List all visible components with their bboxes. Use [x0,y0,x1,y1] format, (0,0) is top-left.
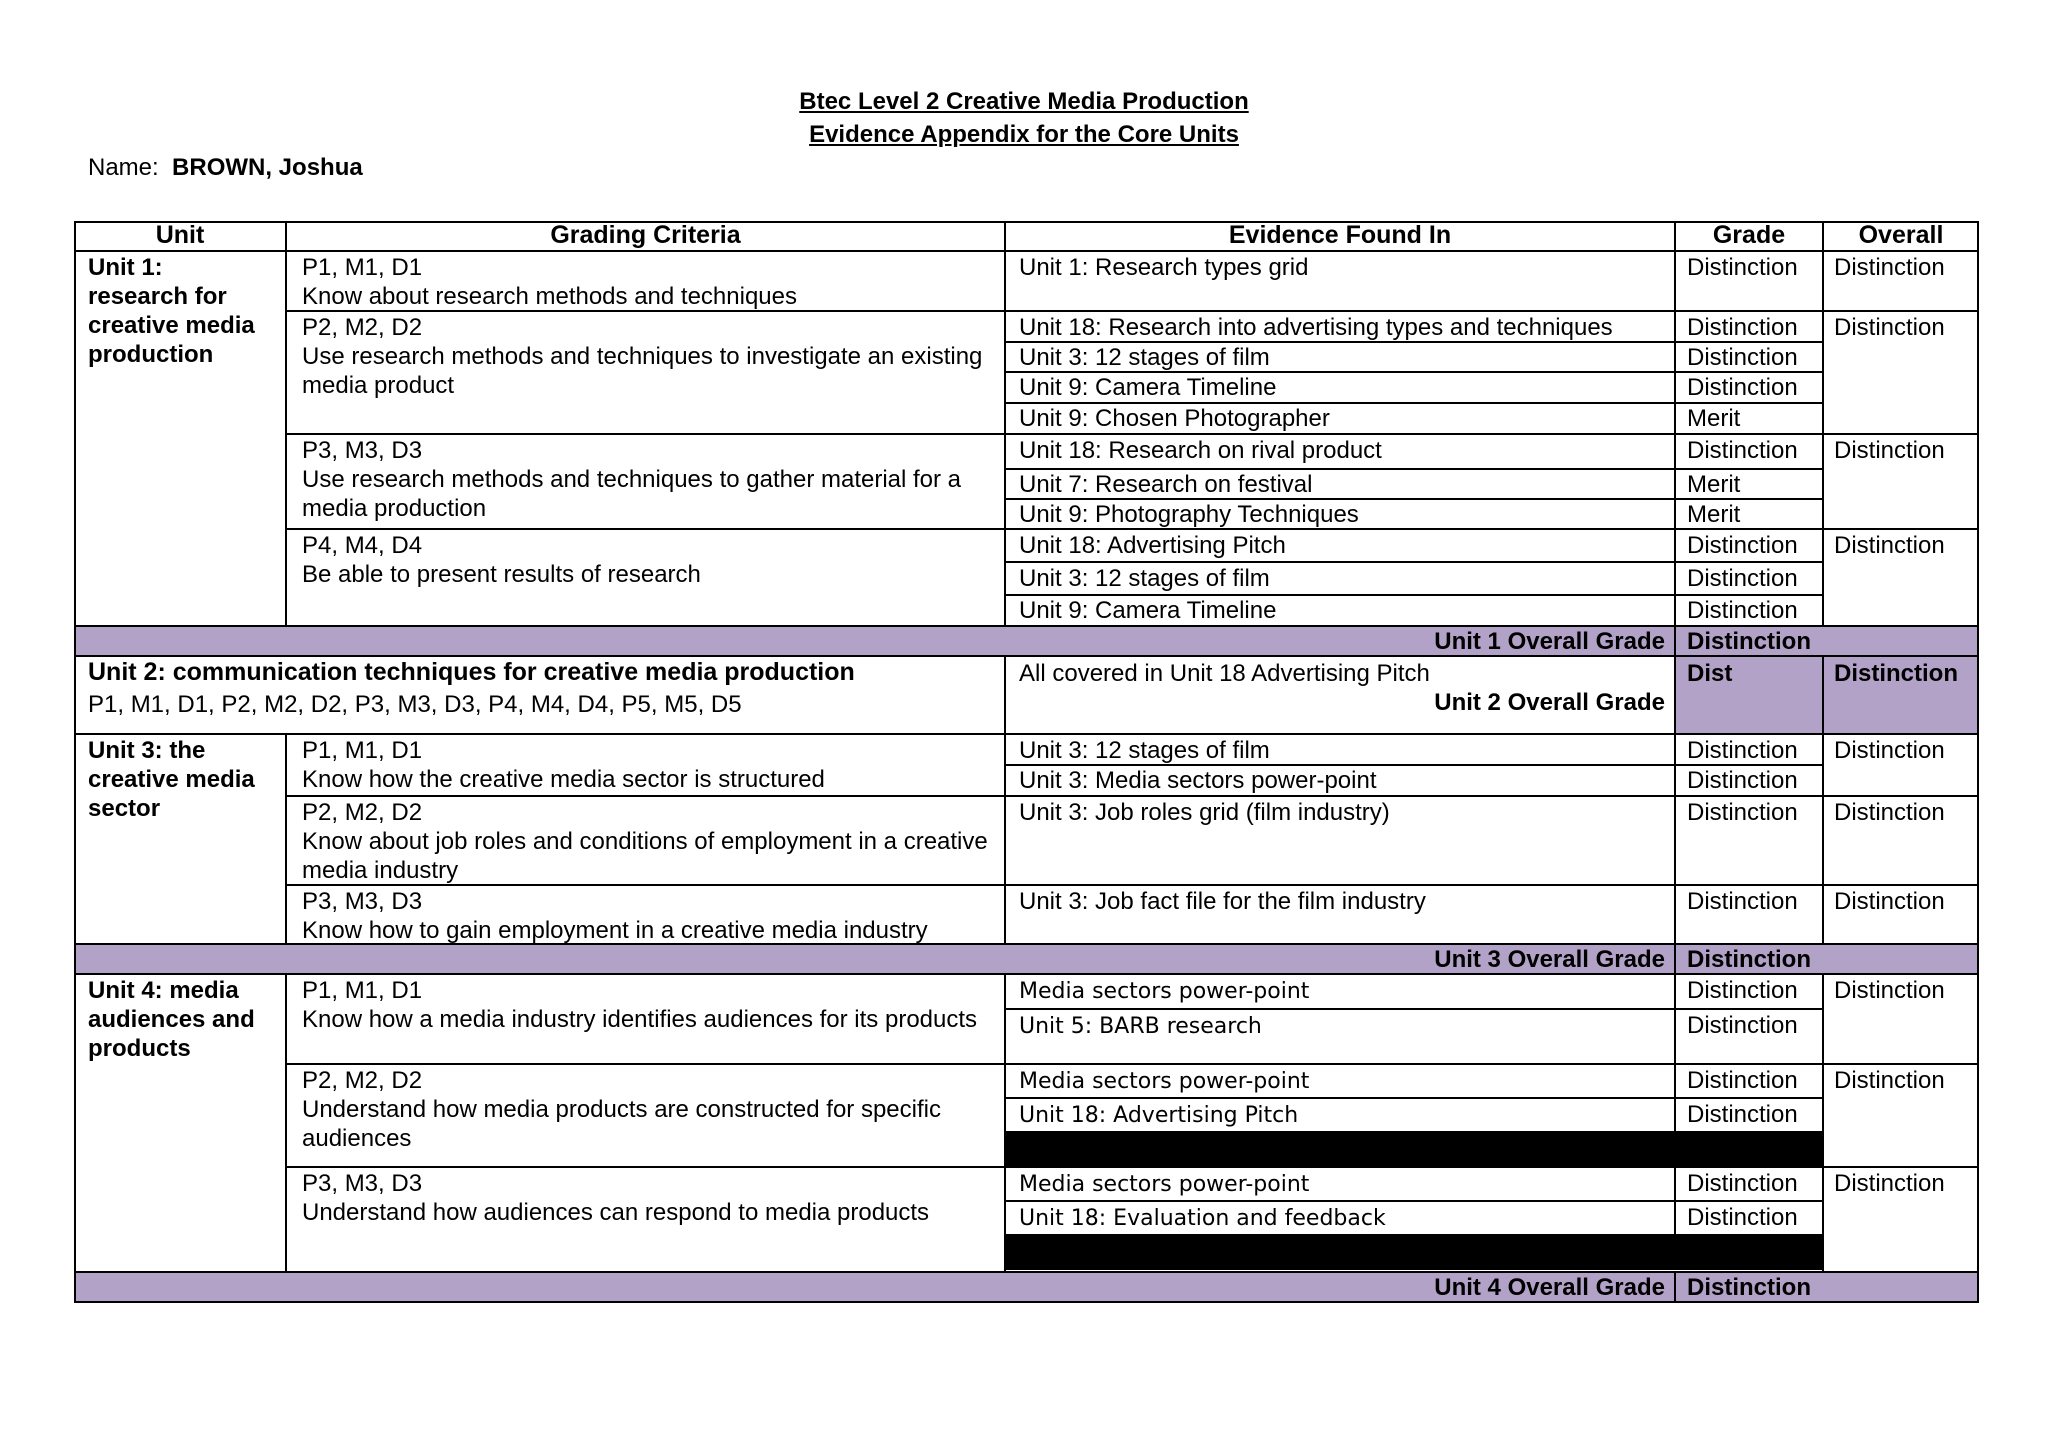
grade-value: Merit [1687,501,1741,528]
criteria-group: P1, M1, D1 Know how the creative media sector is structured [302,737,825,793]
grade-value: Distinction [1687,1170,1798,1197]
unit2-evidence: All covered in Unit 18 Advertising Pitch [1019,660,1430,687]
evidence-item: Unit 3: 12 stages of film [1019,737,1270,764]
unit1-overall-label: Unit 1 Overall Grade [1434,628,1665,655]
unit2-overall-label: Unit 2 Overall Grade [1434,689,1665,716]
criteria-group: P2, M2, D2 Use research methods and techniques to investigate an existing media product [302,314,983,399]
evidence-item: Unit 18: Research into advertising types and techniques [1019,314,1613,341]
evidence-item: Unit 18: Advertising Pitch [1019,1103,1299,1128]
criteria-group: P2, M2, D2 Know about job roles and conditions of employment in a creative media industry [302,799,988,884]
evidence-item: Unit 3: Media sectors power-point [1019,767,1377,794]
evidence-item: Media sectors power-point [1019,1172,1310,1197]
col-header-grading-criteria: Grading Criteria [550,221,741,249]
evidence-table [74,221,1979,1304]
grade-value: Merit [1687,405,1741,432]
unit3-overall-value: Distinction [1687,946,1811,973]
grade-value: Distinction [1687,565,1798,592]
redacted-block [1005,1132,1823,1167]
redacted-block [1005,1235,1823,1270]
evidence-item: Media sectors power-point [1019,979,1310,1004]
grade-value: Distinction [1687,767,1798,794]
col-header-evidence: Evidence Found In [1228,221,1452,249]
evidence-item: Media sectors power-point [1019,1069,1310,1094]
grade-value: Distinction [1687,344,1798,371]
grade-value: Distinction [1687,737,1798,764]
unit4-title: Unit 4: media audiences and products [88,977,255,1062]
criteria-group: P1, M1, D1 Know how a media industry identifies audiences for its products [302,977,978,1033]
evidence-item: Unit 7: Research on festival [1019,471,1313,498]
unit1-title: Unit 1: research for creative media production [88,254,255,368]
grade-value: Merit [1687,471,1741,498]
name-value: BROWN, Joshua [172,154,363,181]
evidence-item: Unit 5: BARB research [1019,1014,1262,1039]
evidence-item: Unit 18: Evaluation and feedback [1019,1206,1386,1231]
grade-value: Distinction [1687,1012,1798,1039]
overall-value: Distinction [1834,888,1945,915]
overall-value: Distinction [1834,532,1945,559]
grade-value: Distinction [1687,977,1798,1004]
evidence-item: Unit 9: Camera Timeline [1019,597,1277,624]
grade-value: Distinction [1687,532,1798,559]
overall-value: Distinction [1834,799,1945,826]
col-header-grade: Grade [1712,221,1786,249]
overall-value: Distinction [1834,737,1945,764]
evidence-item: Unit 3: 12 stages of film [1019,344,1270,371]
criteria-group: P2, M2, D2 Understand how media products are constructed for specific audiences [302,1067,941,1152]
unit3-overall-label: Unit 3 Overall Grade [1434,946,1665,973]
overall-value: Distinction [1834,1170,1945,1197]
evidence-item: Unit 18: Research on rival product [1019,437,1382,464]
overall-value: Distinction [1834,1067,1945,1094]
document-subtitle: Evidence Appendix for the Core Units [809,121,1239,148]
criteria-group: P4, M4, D4 Be able to present results of research [302,532,701,588]
overall-value: Distinction [1834,437,1945,464]
grade-value: Distinction [1687,597,1798,624]
unit4-overall-value: Distinction [1687,1274,1811,1301]
unit2-criteria: P1, M1, D1, P2, M2, D2, P3, M3, D3, P4, M4, D4, P5, M5, D5 [88,691,742,718]
name-label: Name: [88,154,159,181]
unit4-overall-label: Unit 4 Overall Grade [1434,1274,1665,1301]
evidence-item: Unit 9: Camera Timeline [1019,374,1277,401]
criteria-group: P3, M3, D3 Know how to gain employment in a creative media industry [302,888,928,944]
grade-value: Distinction [1687,437,1798,464]
evidence-item: Unit 3: Job fact file for the film industry [1019,888,1426,915]
unit2-title: Unit 2: communication techniques for creative media production [88,658,855,686]
student-name [88,154,363,182]
criteria-group: P3, M3, D3 Understand how audiences can respond to media products [302,1170,930,1226]
col-header-unit: Unit [155,221,205,249]
evidence-item: Unit 1: Research types grid [1019,254,1309,281]
grade-value: Distinction [1687,1204,1798,1231]
grade-value: Distinction [1687,1067,1798,1094]
unit2-overall-value: Distinction [1834,660,1958,687]
evidence-item: Unit 3: 12 stages of film [1019,565,1270,592]
grade-value: Distinction [1687,314,1798,341]
unit1-overall-value: Distinction [1687,628,1811,655]
document-title: Btec Level 2 Creative Media Production [799,88,1249,115]
col-header-overall: Overall [1858,221,1944,249]
grade-value: Distinction [1687,799,1798,826]
evidence-item: Unit 3: Job roles grid (film industry) [1019,799,1390,826]
grade-value: Distinction [1687,1101,1798,1128]
unit2-grade: Dist [1687,660,1733,687]
criteria-group: P3, M3, D3 Use research methods and techniques to gather material for a media production [302,437,962,522]
grade-value: Distinction [1687,888,1798,915]
overall-value: Distinction [1834,977,1945,1004]
unit3-title: Unit 3: the creative media sector [88,737,255,822]
criteria-group: P1, M1, D1 Know about research methods and techniques [302,254,797,310]
grade-value: Distinction [1687,374,1798,401]
grade-value: Distinction [1687,254,1798,281]
overall-value: Distinction [1834,314,1945,341]
evidence-item: Unit 18: Advertising Pitch [1019,532,1286,559]
evidence-item: Unit 9: Chosen Photographer [1019,405,1330,432]
evidence-item: Unit 9: Photography Techniques [1019,501,1359,528]
overall-value: Distinction [1834,254,1945,281]
